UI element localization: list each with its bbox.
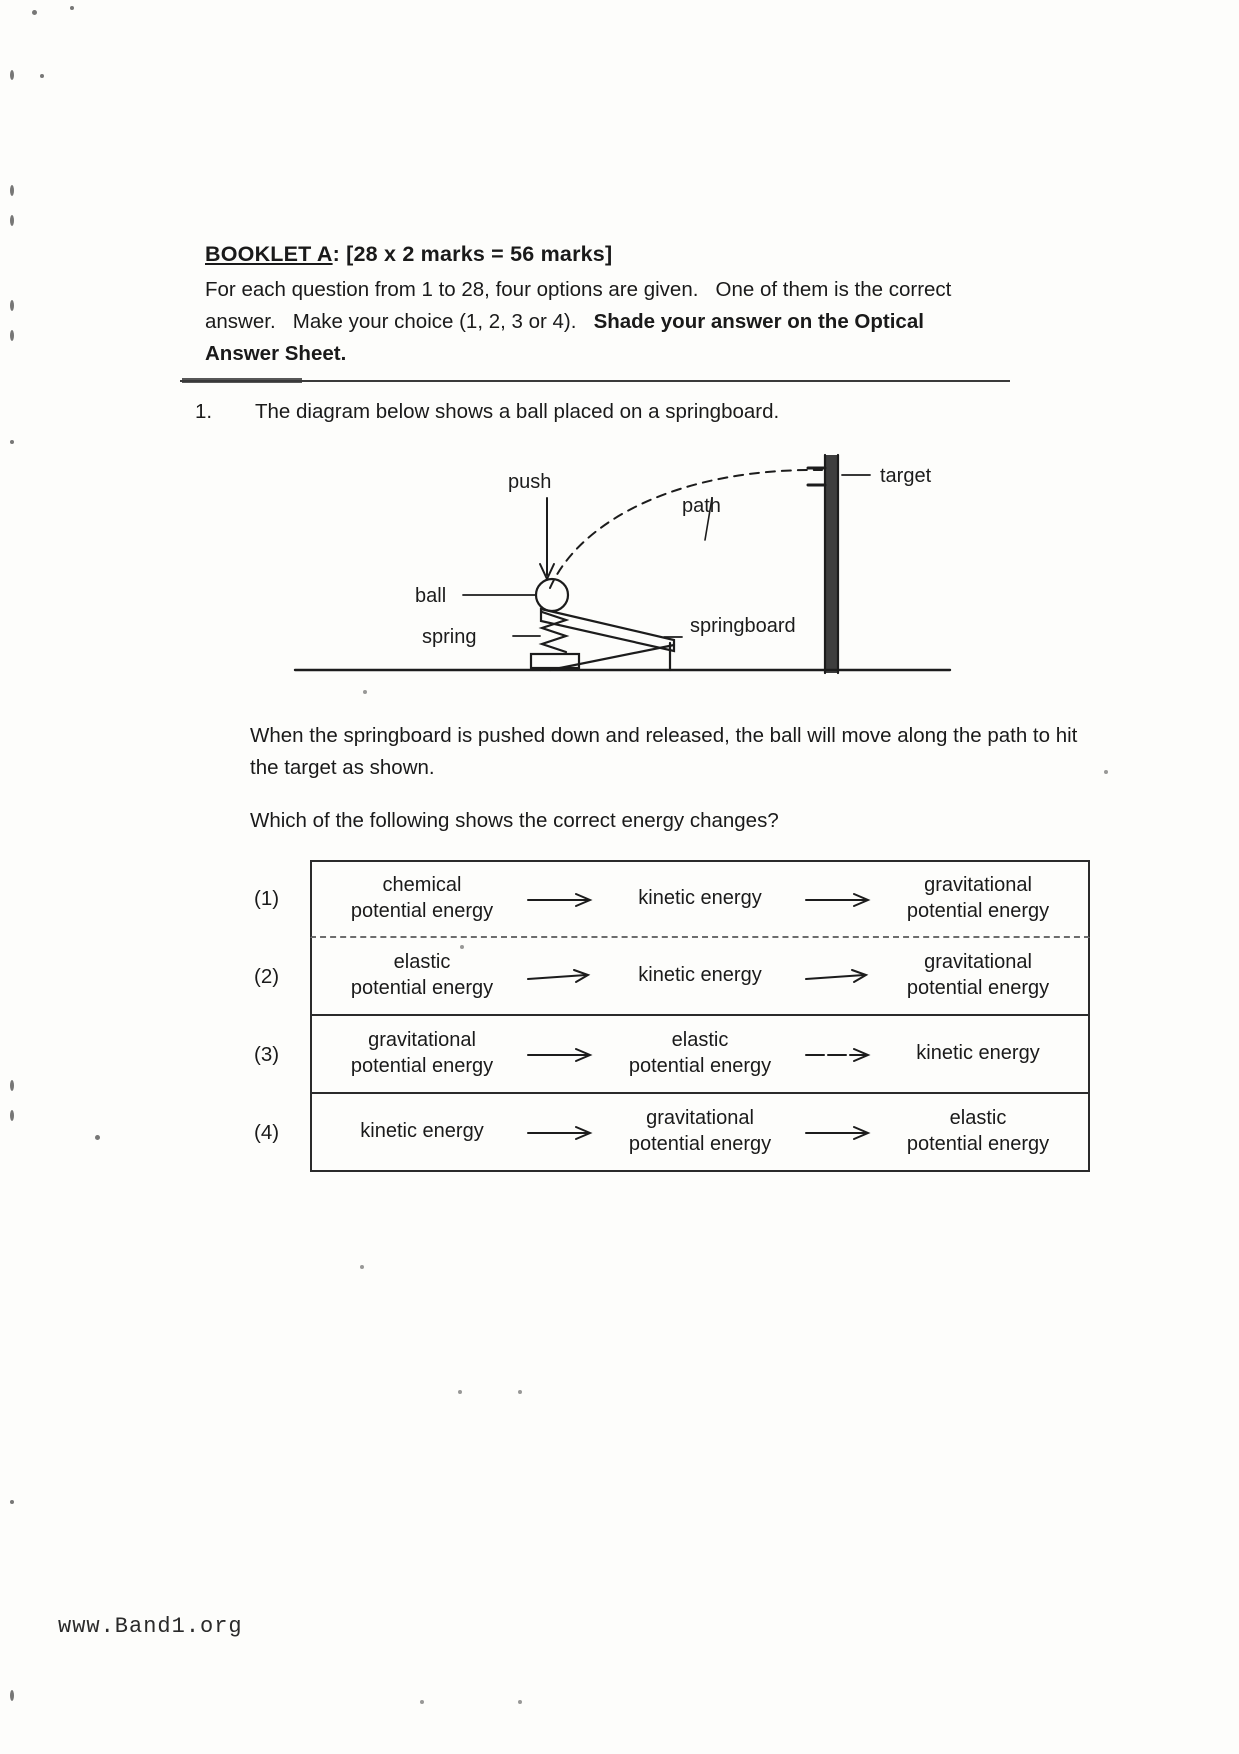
scan-speck: [10, 1080, 14, 1091]
header-block: [205, 240, 1125, 369]
figure-label-springboard: springboard: [690, 615, 796, 637]
scan-dot: [518, 1390, 522, 1394]
instructions-paragraph: [205, 274, 995, 369]
option-content-2: [310, 938, 1090, 1016]
scan-speck: [10, 70, 14, 80]
option-label-3: (3): [254, 1043, 280, 1066]
option-3-term-3: kinetic energy: [916, 1042, 1040, 1065]
arrow-right-icon: [794, 1124, 884, 1140]
booklet-marks: : [28 x 2 marks = 56 marks]: [332, 242, 613, 266]
option-4-term-1: kinetic energy: [360, 1120, 484, 1143]
arrow-right-icon: [516, 968, 606, 984]
option-row-4[interactable]: [250, 1094, 1090, 1172]
scan-dot: [360, 1265, 364, 1269]
instruction-line-1: For each question from 1 to 28, four options are given.: [205, 278, 699, 302]
arrow-right-icon: [794, 891, 884, 907]
question-body-1: When the springboard is pushed down and released, the ball will move along the path to hit the target as shown.: [250, 724, 1078, 779]
instruction-line-6: Answer Sheet.: [205, 341, 347, 365]
instruction-line-3: answer.: [205, 309, 276, 333]
arrow-right-icon: [516, 1124, 606, 1140]
options-table: [250, 860, 1090, 1172]
option-content-1: [310, 860, 1090, 938]
arrow-right-icon: [794, 968, 884, 984]
scan-speck: [10, 1110, 14, 1121]
scan-speck: [40, 74, 44, 78]
instruction-line-4: Make your choice (1, 2, 3 or 4).: [292, 309, 577, 333]
option-1-term-2: kinetic energy: [638, 887, 762, 910]
scan-speck: [95, 1135, 100, 1140]
scan-speck: [70, 6, 74, 10]
scan-speck: [10, 440, 14, 444]
instruction-line-5: Shade your answer on the Optical: [593, 309, 924, 333]
option-1-term-1: chemical potential energy: [350, 874, 494, 922]
scan-speck: [10, 185, 14, 196]
option-2-term-2: kinetic energy: [638, 964, 762, 987]
figure-label-push: push: [508, 471, 552, 493]
scan-dot: [518, 1700, 522, 1704]
scan-speck: [10, 300, 14, 311]
option-2-term-1: elastic potential energy: [350, 951, 494, 999]
springboard-diagram: [250, 440, 1050, 700]
horizontal-rule: [180, 380, 1010, 382]
instruction-line-2: One of them is the correct: [715, 278, 952, 302]
option-content-4: [310, 1094, 1090, 1172]
option-label-2: (2): [254, 965, 280, 988]
scan-speck: [10, 330, 14, 341]
option-content-3: [310, 1016, 1090, 1094]
option-row-1[interactable]: [250, 860, 1090, 938]
scan-speck: [10, 1500, 14, 1504]
arrow-right-icon: [516, 1046, 606, 1062]
option-label-1: (1): [254, 887, 280, 910]
question-stem-row: [195, 400, 1095, 424]
booklet-heading: [205, 240, 1125, 269]
question-stem-text: The diagram below shows a ball placed on a springboard.: [255, 400, 780, 423]
option-1-term-3: gravitational potential energy: [906, 874, 1050, 922]
option-4-term-3: elastic potential energy: [906, 1107, 1050, 1155]
option-4-term-2: gravitational potential energy: [628, 1107, 772, 1155]
booklet-label: BOOKLET A: [205, 242, 333, 266]
figure-label-target: target: [880, 465, 932, 487]
question-body-2: Which of the following shows the correct energy changes?: [250, 809, 779, 832]
scan-speck: [10, 215, 14, 226]
option-row-3[interactable]: [250, 1016, 1090, 1094]
scan-dot: [458, 1390, 462, 1394]
figure-label-spring: spring: [422, 626, 477, 648]
option-row-2[interactable]: [250, 938, 1090, 1016]
scan-speck: [10, 1690, 14, 1701]
option-3-term-1: gravitational potential energy: [350, 1029, 494, 1077]
question-number: 1.: [195, 400, 213, 423]
arrow-right-icon: [516, 891, 606, 907]
option-3-term-2: elastic potential energy: [628, 1029, 772, 1077]
figure-label-path: path: [682, 495, 721, 517]
scan-dot: [420, 1700, 424, 1704]
scan-dot: [1104, 770, 1108, 774]
figure-label-ball: ball: [415, 585, 447, 607]
option-label-4: (4): [254, 1121, 280, 1144]
footer-site-url: www.Band1.org: [58, 1614, 243, 1639]
arrow-right-icon: [794, 1046, 884, 1062]
scan-speck: [32, 10, 37, 15]
option-2-term-3: gravitational potential energy: [906, 951, 1050, 999]
